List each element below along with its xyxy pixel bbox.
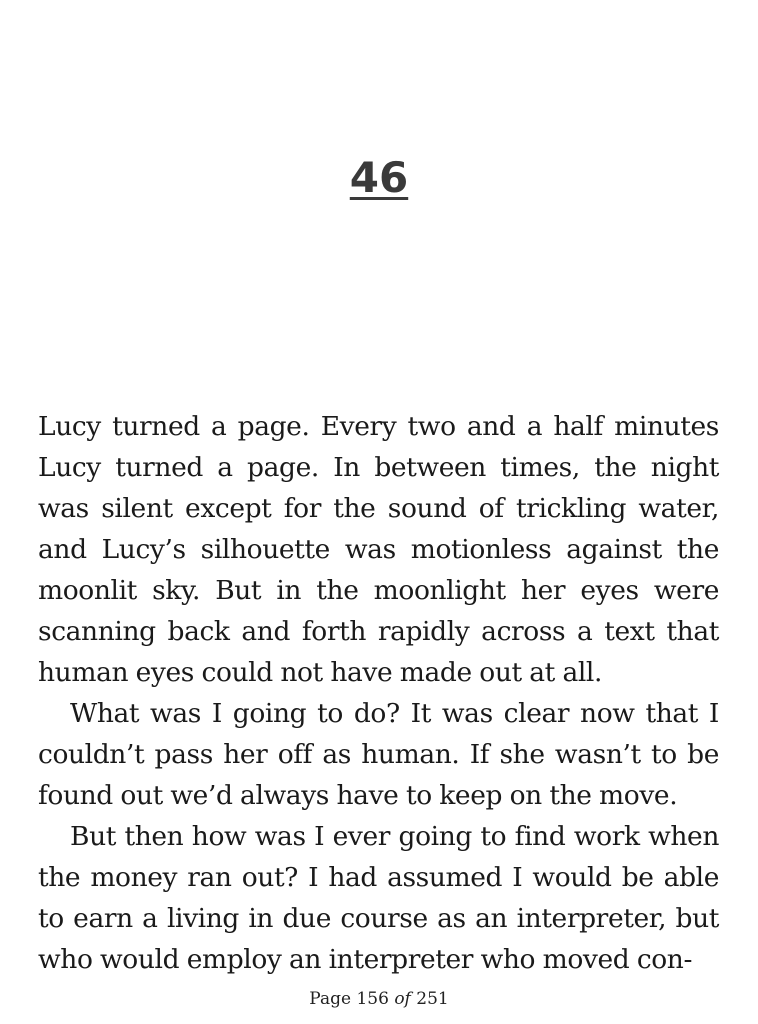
page-indicator (0, 987, 758, 1011)
paragraph-2: What was I going to do? It was clear now that I couldn’t pass her off as human. If she wasn’t to be found out we’d always have to keep on the move. (38, 698, 719, 811)
chapter-number: 46 (349, 153, 409, 202)
chapter-heading (0, 150, 758, 206)
paragraph-1: Lucy turned a page. Every two and a half minutes Lucy turned a page. In between times, the night was silent except for the sound of trickling water, and Lucy’s silhouette was motionless against the moonlit sky. But in the moonlight her eyes were scanning back and forth rapidly across a text that human eyes could not have made out at all. (38, 411, 719, 688)
total-pages-number: 251 (416, 989, 449, 1009)
page-label: Page (309, 989, 352, 1009)
chapter-text (38, 406, 719, 980)
current-page-number: 156 (356, 989, 389, 1009)
of-label: of (394, 989, 411, 1009)
paragraph-3: But then how was I ever going to find work when the money ran out? I had assumed I would be able to earn a living in due course as an interpreter, but who would employ an interpreter who moved con- (38, 821, 719, 975)
